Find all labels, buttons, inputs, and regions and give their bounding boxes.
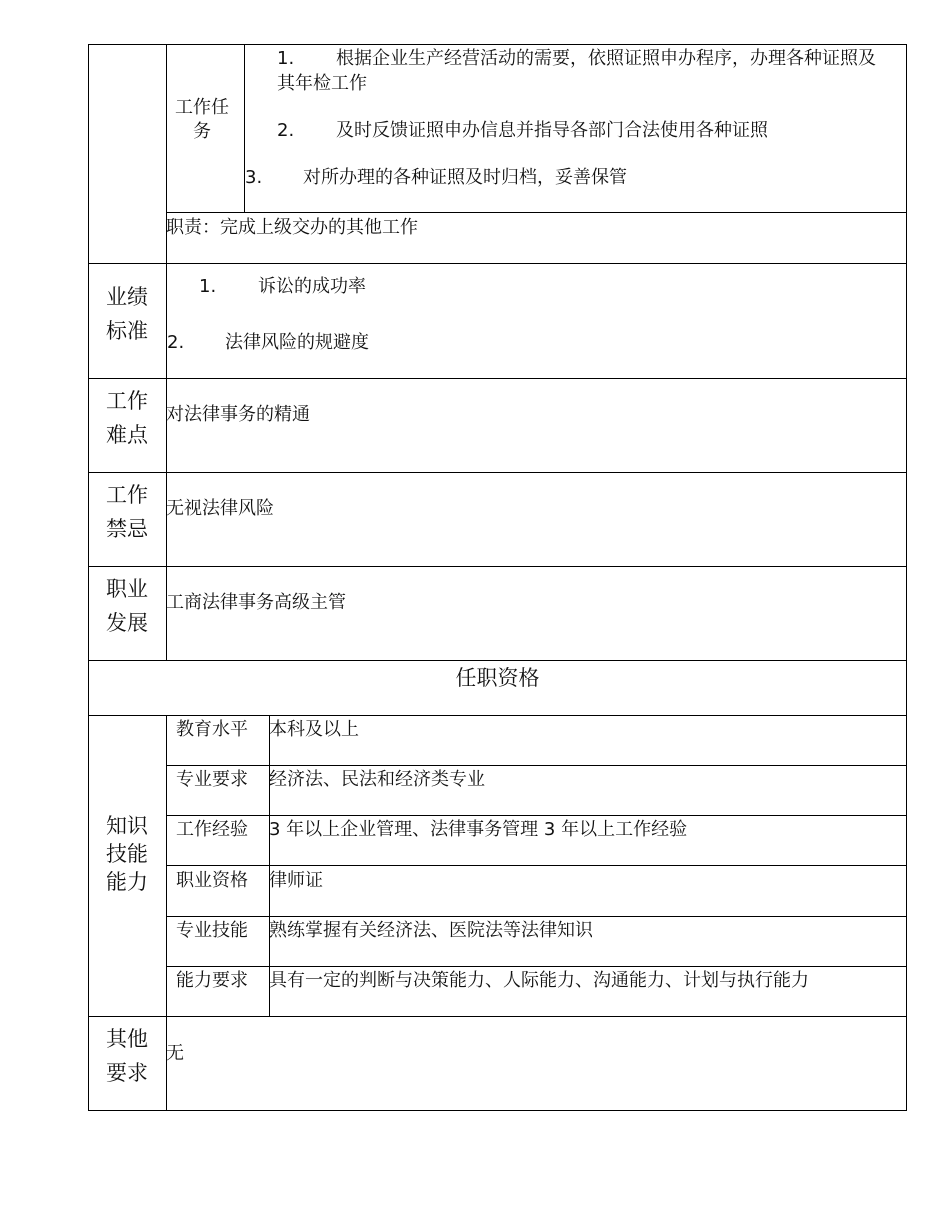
certificate-value: 律师证 <box>269 870 323 891</box>
difficulty-label: 工作难点 <box>106 389 148 447</box>
performance-item-2-text: 法律风险的规避度 <box>225 332 369 353</box>
difficulty-text: 对法律事务的精通 <box>166 404 310 425</box>
task-item-3-num: 3. <box>245 167 263 188</box>
experience-label: 工作经验 <box>176 819 248 840</box>
skill-value: 熟练掌握有关经济法、医院法等法律知识 <box>269 920 593 941</box>
duty-text: 职责：完成上级交办的其他工作 <box>166 217 418 238</box>
performance-item-1-text: 诉讼的成功率 <box>258 276 366 297</box>
education-label: 教育水平 <box>176 719 248 740</box>
performance-item-1-num: 1. <box>199 276 217 297</box>
qualification-title: 任职资格 <box>455 666 540 690</box>
ability-label: 能力要求 <box>176 970 248 991</box>
task-item-2-text: 及时反馈证照申办信息并指导各部门合法使用各种证照 <box>336 120 768 141</box>
education-value: 本科及以上 <box>269 719 359 740</box>
task-item-1-text: 根据企业生产经营活动的需要，依照证照申办程序，办理各种证照及 <box>336 48 876 69</box>
other-label: 其他要求 <box>106 1027 148 1085</box>
skill-label: 专业技能 <box>176 920 248 941</box>
other-text: 无 <box>166 1043 184 1064</box>
major-value: 经济法、民法和经济类专业 <box>269 769 485 790</box>
performance-label: 业绩标准 <box>106 285 148 343</box>
certificate-label: 职业资格 <box>176 870 248 891</box>
task-item-2-num: 2. <box>277 120 295 141</box>
taboo-label: 工作禁忌 <box>106 483 148 541</box>
task-label: 工作任务 <box>175 97 229 142</box>
career-text: 工商法律事务高级主管 <box>166 592 346 613</box>
experience-value: 3 年以上企业管理、法律事务管理 3 年以上工作经验 <box>269 819 688 840</box>
career-label: 职业发展 <box>106 577 148 635</box>
task-item-1-text-cont: 其年检工作 <box>277 73 367 94</box>
major-label: 专业要求 <box>176 769 248 790</box>
task-item-3-text: 对所办理的各种证照及时归档，妥善保管 <box>303 167 627 188</box>
knowledge-label: 知识技能能力 <box>106 814 148 894</box>
taboo-text: 无视法律风险 <box>166 498 274 519</box>
task-item-1-num: 1. <box>277 48 295 69</box>
ability-value: 具有一定的判断与决策能力、人际能力、沟通能力、计划与执行能力 <box>269 970 809 991</box>
performance-item-2-num: 2. <box>167 332 185 353</box>
